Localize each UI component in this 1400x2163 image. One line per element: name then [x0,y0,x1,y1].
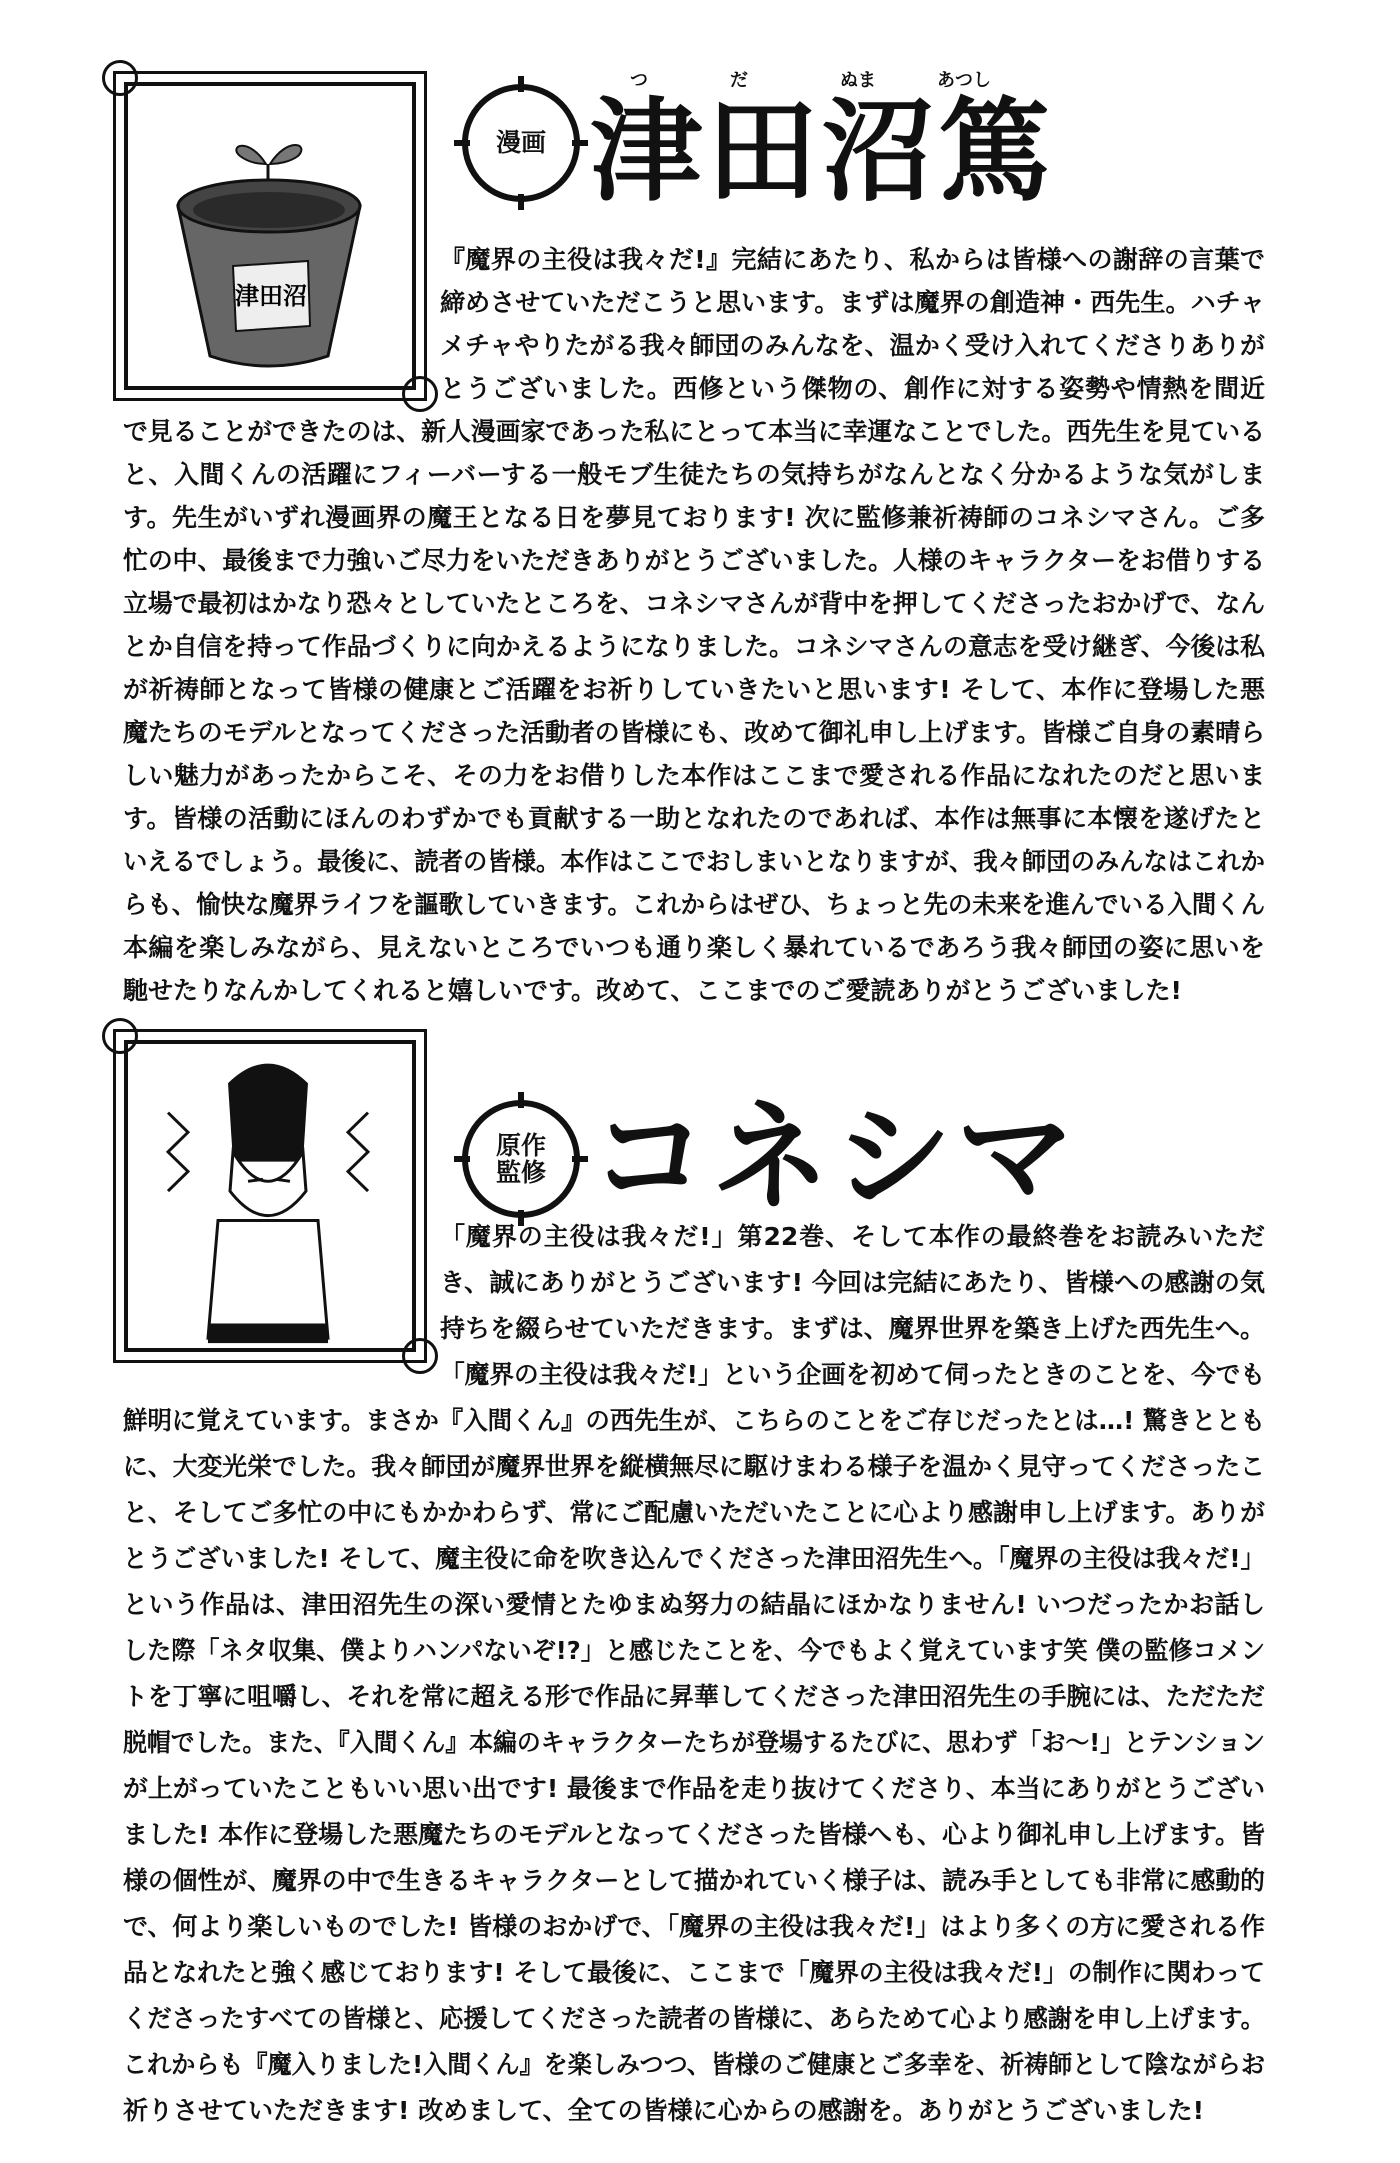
text-line: という作品は、津田沼先生の深い愛情とたゆまぬ努力の結晶にほかなりません! いつだったかお話し [123,1590,1265,1619]
text-line: メチャやりたがる我々師団のみんなを、温かく受け入れてくださりありが [440,331,1265,360]
text-line: 脱帽でした。また、『入間くん』本編のキャラクターたちが登場するたびに、思わず「お～!」とテンション [123,1728,1265,1757]
text-line: 「魔界の主役は我々だ!」第22巻、そして本作の最終巻をお読みいただ [440,1222,1265,1251]
text-line: 忙の中、最後まで力強いご尽力をいただきありがとうございました。人様のキャラクターをお借りする [123,546,1265,575]
text-line: 魔たちのモデルとなってくださった活動者の皆様にも、改めて御礼申し上げます。皆様ご自身の素晴ら [123,718,1265,747]
text-line: した際「ネタ収集、僕よりハンパないぞ!?」と感じたことを、今でもよく覚えています笑 僕の監修コメン [123,1636,1265,1665]
text-line: 『魔界の主役は我々だ!』完結にあたり、私からは皆様への謝辞の言葉で [440,245,1265,274]
role-badge-manga [462,84,580,202]
text-line: しい魅力があったからこそ、その力をお借りした本作はここまで愛される作品になれたのだと思いま [123,761,1265,790]
role-label-line2: 監修 [495,1158,546,1187]
text-line: が祈祷師となって皆様の健康とご活躍をお祈りしていきたいと思います! そして、本作に登場した悪 [123,675,1265,704]
text-line: 立場で最初はかなり恐々としていたところを、コネシマさんが背中を押してくださったおかげで、なん [123,589,1265,618]
text-line: 本編を楽しみながら、見えないところでいつも通り楽しく暴れているであろう我々師団の姿に思いを [123,933,1265,962]
text-line: で見ることができたのは、新人漫画家であった私にとって本当に幸運なことでした。西先生を見ている [123,417,1265,446]
pot-label: 津田沼 [235,282,307,310]
text-line: 様の個性が、魔界の中で生きるキャラクターとして描かれていく様子は、読み手としても非常に感動的 [123,1866,1265,1895]
text-line: と、そしてご多忙の中にもかかわらず、常にご配慮いただいたことに心より感謝申し上げます。ありが [123,1498,1265,1527]
text-line: トを丁寧に咀嚼し、それを常に超える形で作品に昇華してくださった津田沼先生の手腕には、ただただ [123,1682,1265,1711]
text-line: いえるでしょう。最後に、読者の皆様。本作はここでおしまいとなりますが、我々師団のみんなはこれか [123,847,1265,876]
text-line: 品となれたと強く感じております! そして最後に、ここまで「魔界の主役は我々だ!」の制作に関わって [123,1958,1265,1987]
role-badge-supervisor [462,1100,580,1218]
text-line: 馳せたりなんかしてくれると嬉しいです。改めて、ここまでのご愛読ありがとうございました! [123,976,1182,1005]
role-label-line1: 原作 [495,1130,546,1160]
text-line: これからも『魔入りました!入間くん』を楽しみつつ、皆様のご健康とご多幸を、祈祷師として陰ながらお [123,2050,1265,2079]
text-line: 「魔界の主役は我々だ!」という企画を初めて伺ったときのことを、今でも [440,1360,1265,1389]
text-line: と、入間くんの活躍にフィーバーする一般モブ生徒たちの気持ちがなんとなく分かるような気がしま [123,460,1265,489]
text-line: す。皆様の活動にほんのわずかでも貢献する一助となれたのであれば、本作は無事に本懐を遂げたと [123,804,1265,833]
text-line: 持ちを綴らせていただきます。まずは、魔界世界を築き上げた西先生へ。 [440,1314,1265,1343]
text-line: 鮮明に覚えています。まさか『入間くん』の西先生が、こちらのことをご存じだったとは…! 驚きととも [123,1406,1265,1435]
name-ruby-4: あつし [937,70,991,91]
text-line: 締めさせていただこうと思います。まずは魔界の創造神・西先生。ハチャ [440,288,1265,317]
text-line: くださったすべての皆様と、応援してくださった読者の皆様に、あらためて心より感謝を申し上げます。 [123,2004,1265,2033]
text-line: ました! 本作に登場した悪魔たちのモデルとなってくださった皆様へも、心より御礼申し上げます。皆 [123,1820,1265,1849]
afterword-text-coneshima [123,1222,1265,2142]
text-line: に、大変光栄でした。我々師団が魔界世界を縦横無尽に駆けまわる様子を温かく見守ってくださったこ [123,1452,1265,1481]
supervisor-name-title: コネシマ [590,1088,1079,1226]
name-ruby-1: つ [630,70,648,91]
name-ruby-3: ぬま [840,70,876,91]
role-label: 漫画 [495,128,546,158]
afterword-text-tsudanuma [123,245,1265,1019]
text-line: とうございました! そして、魔主役に命を吹き込んでくださった津田沼先生へ。「魔界の主役は我々だ!」 [123,1544,1265,1573]
text-line: が上がっていたこともいい思い出です! 最後まで作品を走り抜けてくださり、本当にありがとうござい [123,1774,1265,1803]
author-name-title: 津田沼篤 [590,87,1054,217]
name-ruby-2: だ [730,70,748,91]
text-line: とか自信を持って作品づくりに向かえるようになりました。コネシマさんの意志を受け継ぎ、今後は私 [123,632,1265,661]
text-line: す。先生がいずれ漫画界の魔王となる日を夢見ております! 次に監修兼祈祷師のコネシマさん。ご多 [123,503,1265,532]
text-line: で、何より楽しいものでした! 皆様のおかげで、「魔界の主役は我々だ!」はより多くの方に愛される作 [123,1912,1265,1941]
text-line: 祈りさせていただきます! 改めまして、全ての皆様に心からの感謝を。ありがとうございました! [123,2096,1205,2125]
text-line: き、誠にありがとうございます! 今回は完結にあたり、皆様への感謝の気 [440,1268,1265,1297]
text-line: らも、愉快な魔界ライフを謳歌していきます。これからはぜひ、ちょっと先の未来を進んでいる入間くん [123,890,1265,919]
text-line: とうございました。西修という傑物の、創作に対する姿勢や情熱を間近 [440,374,1265,403]
